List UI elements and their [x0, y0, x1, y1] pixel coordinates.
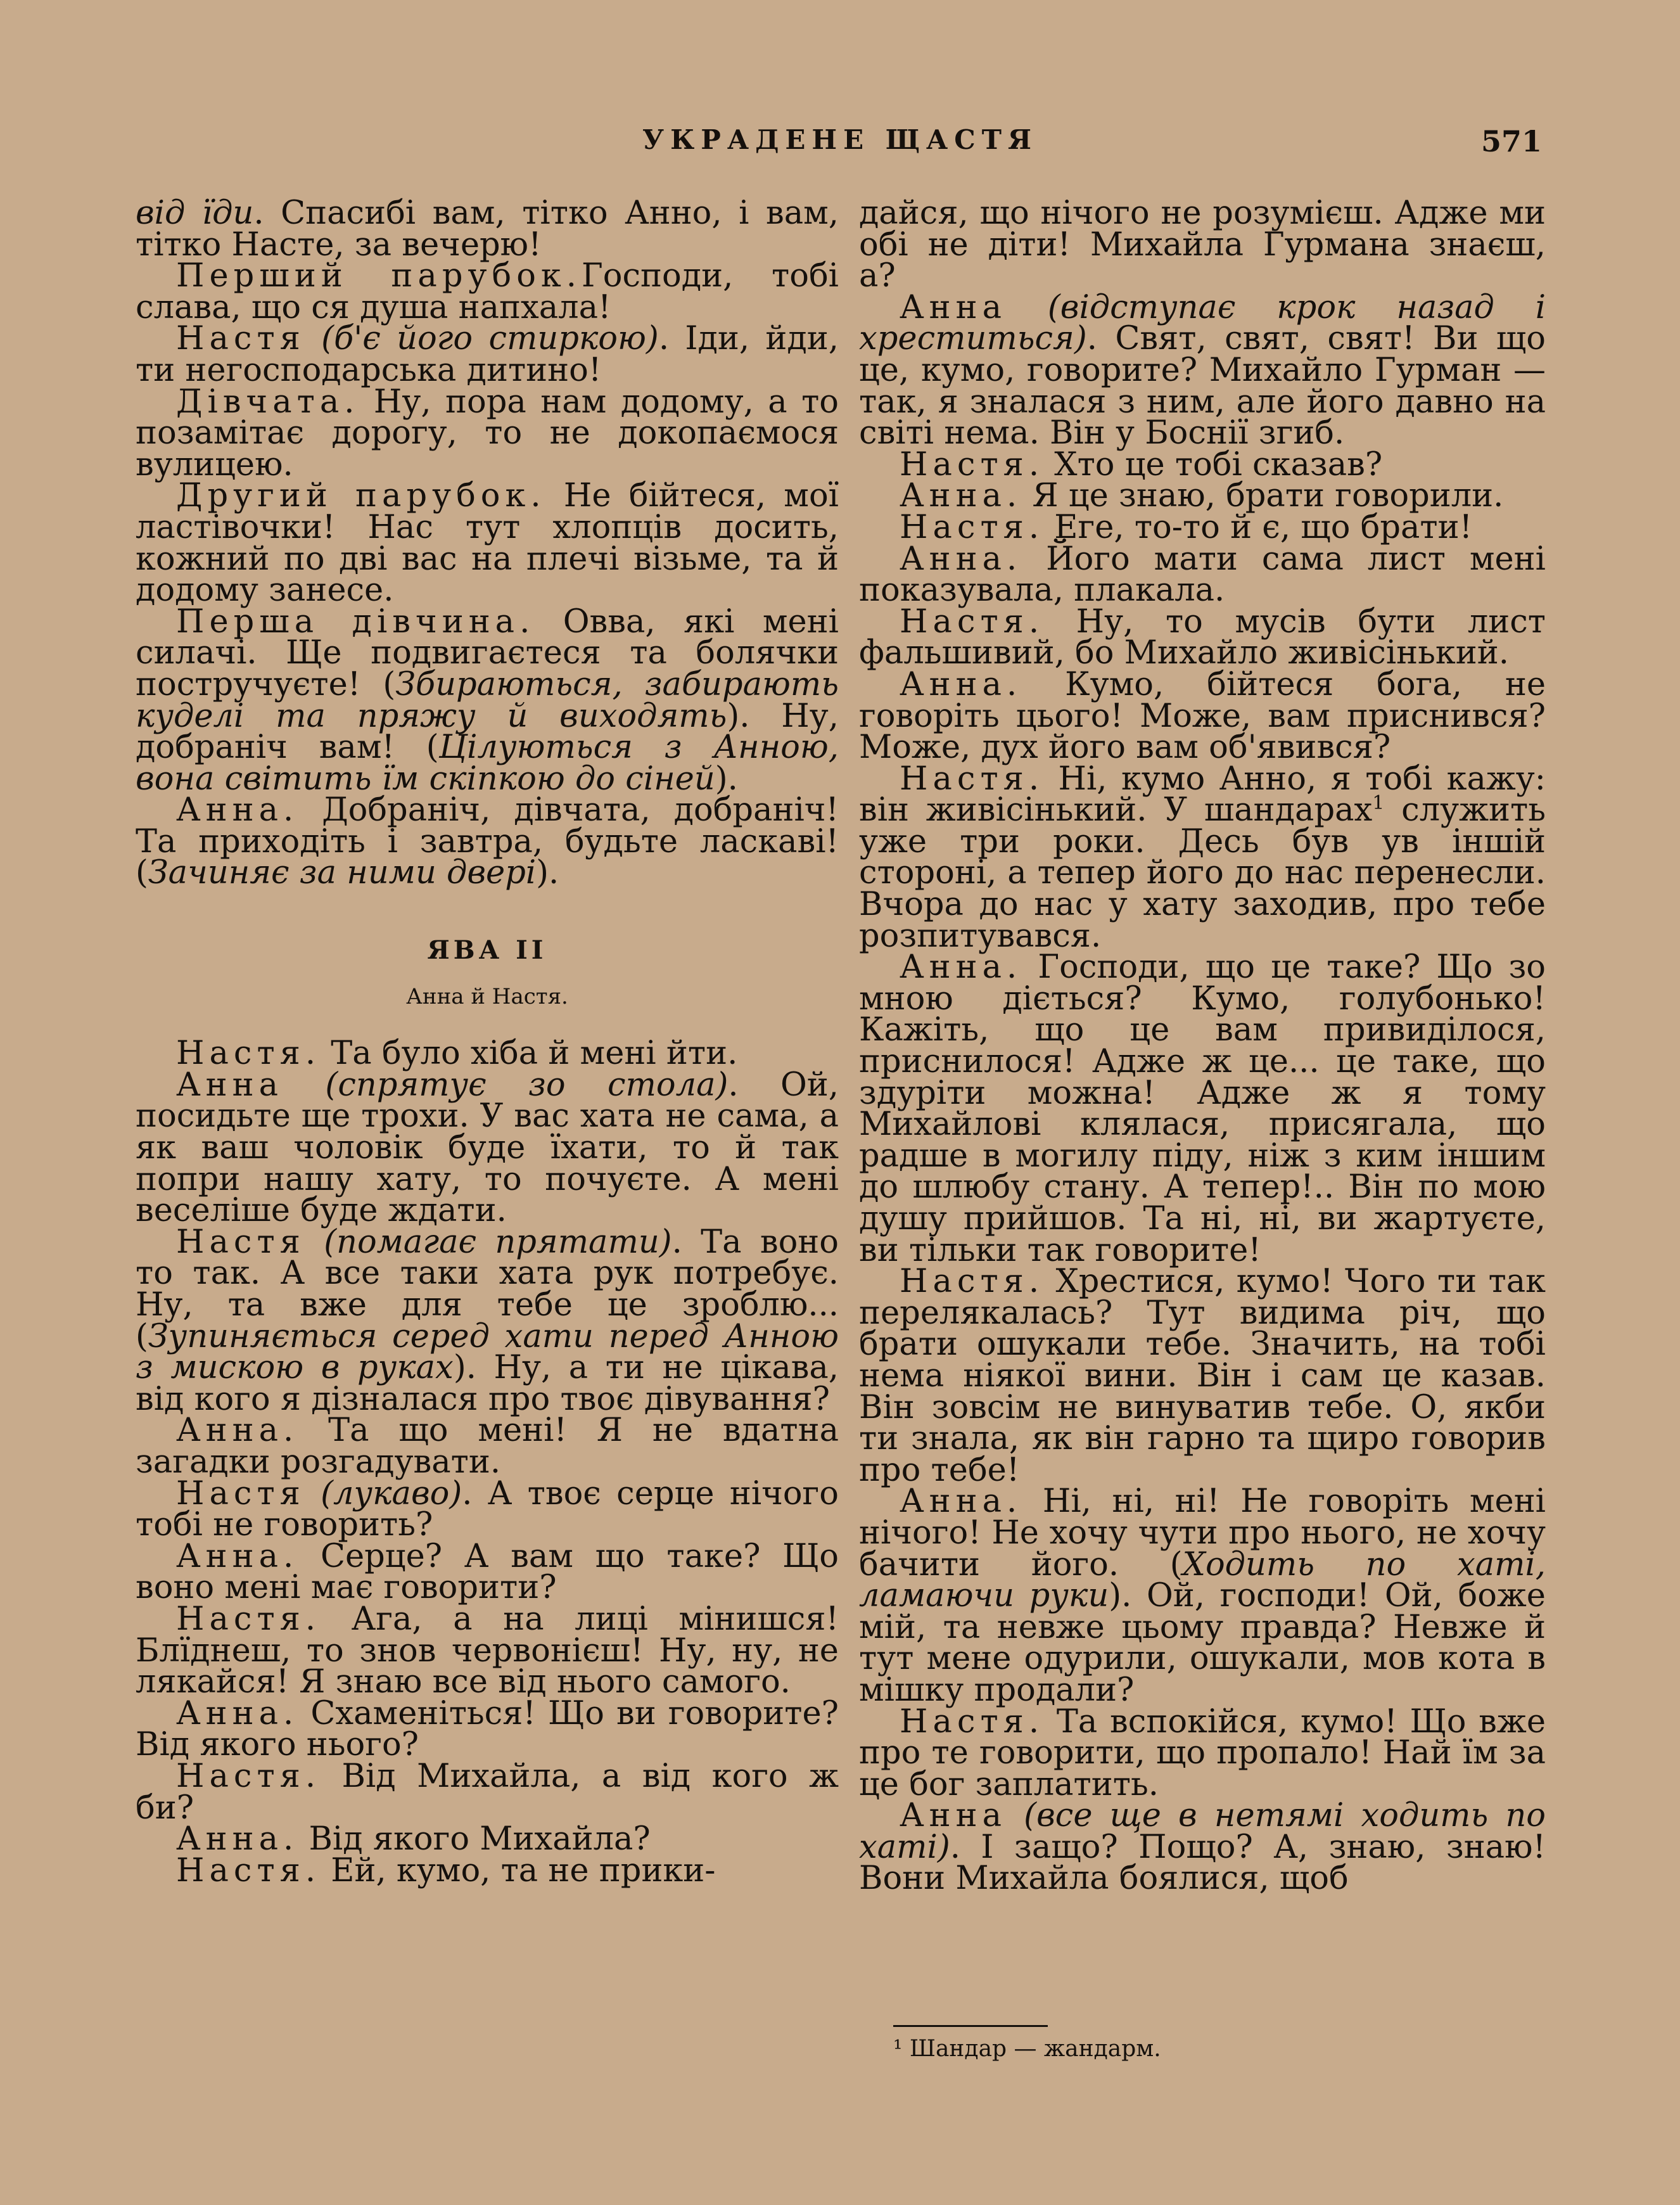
- speaker: Настя: [176, 320, 305, 358]
- footnote-ref: 1: [1372, 792, 1385, 815]
- stage-direction: Зупиняється серед хати перед Анною з мискою в руках: [136, 1317, 839, 1387]
- speaker: Анна.: [176, 1412, 299, 1450]
- paragraph: Настя. Ага, а на лиці мінишся! Блїднеш, то знов червонієш! Ну, ну, не лякайся! Я знаю все від нього самого.: [136, 1600, 839, 1701]
- paragraph: Настя. Від Михайла, а від кого ж би?: [136, 1757, 839, 1827]
- speaker: Настя.: [900, 1703, 1045, 1741]
- paragraph: Настя. Та вспокійся, кумо! Що вже про те говорити, що пропало! Най їм за це бог заплатить.: [859, 1703, 1546, 1803]
- paragraph: Настя. Еге, то-то й є, що брати!: [900, 508, 1473, 546]
- stage-direction: Зачиняє за ними двері: [148, 854, 537, 892]
- speaker: Настя: [176, 1474, 305, 1512]
- speaker: Анна.: [900, 540, 1022, 578]
- paragraph: Другий парубок. Не бійтеся, мої ластівочки! Нас тут хлопців досить, кожний по дві вас на плечі візьме, та й додому занесе.: [136, 477, 839, 610]
- speaker: Перший парубок.: [176, 257, 582, 295]
- paragraph: Настя. Ей, кумо, та не прики-: [176, 1851, 716, 1889]
- paragraph: Перший парубок.Господи, тобі слава, що ся душа напхала!: [136, 257, 839, 326]
- stage-direction: (б'є його стиркою): [321, 320, 659, 358]
- paragraph: Анна. Господи, що це таке? Що зо мною діється? Кумо, голубонько! Кажіть, що це вам привиділося, приснилося! Адже ж це... це таке, що здуріти можна! Адже ж я тому Михайлові клялася, присягала, що радше в могилу піду, ніж з ким іншим до шлюбу стану. А тепер!.. Він по мою душу прийшов. Та ні, ні, ви жартуєте, ви тільки так говорите!: [859, 949, 1546, 1269]
- footnote-mark: ¹: [893, 2036, 903, 2062]
- scene-title: ЯВА II: [427, 935, 547, 966]
- paragraph: Анна. Добраніч, дівчата, добраніч! Та приходіть і завтра, будьте ласкаві! (Зачиняє за ними двері).: [136, 791, 839, 892]
- speaker: Анна: [176, 1066, 284, 1104]
- stage-direction: від їди: [136, 195, 254, 232]
- speaker: Анна.: [900, 1483, 1022, 1521]
- paragraph: Анна. Серце? А вам що таке? Що воно мені має говорити?: [136, 1537, 839, 1607]
- paragraph: Анна. Я це знаю, брати говорили.: [900, 477, 1504, 515]
- speaker: Настя.: [176, 1035, 321, 1073]
- stage-direction: Цілуються з Анною, вона світить їм скіпкою до сіней: [136, 729, 839, 798]
- stage-direction: Ходить по хаті, ламаючи руки: [859, 1545, 1546, 1615]
- speaker: Настя.: [900, 445, 1045, 483]
- stage-direction: (спрятує зо стола): [325, 1066, 729, 1104]
- left-column: [136, 195, 839, 1889]
- footnote: [893, 2036, 1161, 2062]
- speaker: Анна.: [900, 477, 1022, 515]
- paragraph: Анна. Кумо, бійтеся бога, не говоріть цього! Може, вам приснився? Може, дух його вам об'явився?: [859, 665, 1546, 767]
- paragraph: Анна. Його мати сама лист мені показувала, плакала.: [859, 540, 1546, 610]
- paragraph: Настя. Ну, то мусів бути лист фальшивий, бо Михайло живісінький.: [859, 603, 1546, 672]
- stage-direction: (помагає прятати): [324, 1223, 672, 1261]
- paragraph: Настя (лукаво). А твоє серце нічого тобі не говорить?: [136, 1474, 839, 1544]
- stage-direction: Збираються, забирають куделі та пряжу й виходять: [136, 665, 839, 735]
- speaker: Анна.: [176, 1820, 299, 1858]
- speaker: Настя.: [176, 1757, 321, 1795]
- stage-direction: (все ще в нетямі ходить по хаті): [859, 1797, 1546, 1866]
- speaker: Дівчата.: [176, 383, 360, 421]
- footnote-text: Шандар — жандарм.: [909, 2036, 1161, 2062]
- speaker: Анна: [900, 288, 1007, 326]
- speaker: Настя.: [900, 603, 1045, 641]
- paragraph: дайся, що нічого не розумієш. Адже ми обі не діти! Михайла Гурмана знаєш, а?: [859, 195, 1546, 295]
- paragraph: від їди. Спасибі вам, тітко Анно, і вам, тітко Насте, за вечерю!: [136, 195, 839, 264]
- right-column: [859, 195, 1546, 1898]
- paragraph: Анна. Від якого Михайла?: [176, 1820, 651, 1858]
- scene-cast: Анна й Настя.: [406, 983, 568, 1009]
- speaker: Анна.: [900, 949, 1022, 987]
- paragraph: Дівчата. Ну, пора нам додому, а то позамітає дорогу, то не докопаємося вулицею.: [136, 383, 839, 483]
- paragraph: Настя. Хрестися, кумо! Чого ти так перелякалась? Тут видима річ, що брати ошукали тебе. Значить, на тобі нема ніякої вини. Він і сам це казав. Він зовсім не винуватив тебе. О, якби ти знала, як він гарно та щиро говорив про тебе!: [859, 1263, 1546, 1489]
- stage-direction: (відступає крок назад і хреститься): [859, 288, 1546, 358]
- paragraph: Настя (помагає прятати). Та воно то так. А все таки хата рук потребує. Ну, та вже для тебе це зроблю... (Зупиняється серед хати перед Анною з мискою в руках). Ну, а ти не цікава, від кого я дізналася про твоє дівування?: [136, 1223, 839, 1418]
- paragraph: Анна. Ні, ні, ні! Не говоріть мені нічого! Не хочу чути про нього, не хочу бачити його. (Ходить по хаті, ламаючи руки). Ой, господи! Ой, боже мій, та невже цьому правда? Невже й тут мене одурили, ошукали, мов кота в мішку продали?: [859, 1483, 1546, 1709]
- speaker: Анна.: [176, 791, 299, 829]
- speaker: Другий парубок.: [176, 477, 546, 515]
- paragraph: Анна (все ще в нетямі ходить по хаті). І защо? Пощо? А, знаю, знаю! Вони Михайла боялися, щоб: [859, 1797, 1546, 1898]
- running-title: УКРАДЕНЕ ЩАСТЯ: [642, 124, 1038, 155]
- paragraph: Настя (б'є його стиркою). Іди, йди, ти негосподарська дитино!: [136, 320, 839, 389]
- speaker: Анна.: [900, 665, 1022, 703]
- speaker: Настя.: [900, 1263, 1045, 1301]
- paragraph: Анна (відступає крок назад і хреститься). Свят, свят, свят! Ви що це, кумо, говорите? Михайло Гурман — так, я зналася з ним, але його давно на світі нема. Він у Боснії згиб.: [859, 288, 1546, 452]
- paragraph: Настя. Хто це тобі сказав?: [900, 445, 1383, 483]
- paragraph: Анна. Схаменіться! Що ви говорите? Від якого нього?: [136, 1694, 839, 1764]
- speaker: Настя.: [176, 1600, 321, 1638]
- speaker: Настя.: [900, 508, 1045, 546]
- stage-direction: (лукаво): [321, 1474, 462, 1512]
- speaker: Анна.: [176, 1537, 299, 1575]
- paragraph: Перша дівчина. Овва, які мені силачі. Ще подвигаєтеся та болячки постручуєте! (Збираються, забирають куделі та пряжу й виходять). Ну, добраніч вам! (Цілуються з Анною, вона світить їм скіпкою до сіней).: [136, 603, 839, 798]
- speaker: Настя.: [176, 1851, 321, 1889]
- speaker: Анна.: [176, 1694, 299, 1732]
- paragraph: Настя. Та було хіба й мені йти.: [176, 1035, 738, 1073]
- paragraph: Настя. Ні, кумо Анно, я тобі кажу: він живісінький. У шандарах$^1$ служить уже три роки. Десь був ув іншій стороні, а тепер його до нас перенесли. Вчора до нас у хату заходив, про тебе розпитувався.: [859, 760, 1546, 955]
- speaker: Настя: [176, 1223, 305, 1261]
- footnote-divider: [893, 2025, 1048, 2027]
- page-header: [0, 124, 1680, 169]
- page-number: 571: [1480, 124, 1542, 158]
- paragraph: Анна (спрятує зо стола). Ой, посидьте ще трохи. У вас хата не сама, а як ваш чоловік буде їхати, то й так попри нашу хату, то почуєте. А мені веселіше буде ждати.: [136, 1066, 839, 1230]
- speaker: Анна: [900, 1797, 1007, 1835]
- speaker: Перша дівчина.: [176, 603, 535, 641]
- speaker: Настя.: [900, 760, 1045, 798]
- paragraph: Анна. Та що мені! Я не вдатна загадки розгадувати.: [136, 1412, 839, 1481]
